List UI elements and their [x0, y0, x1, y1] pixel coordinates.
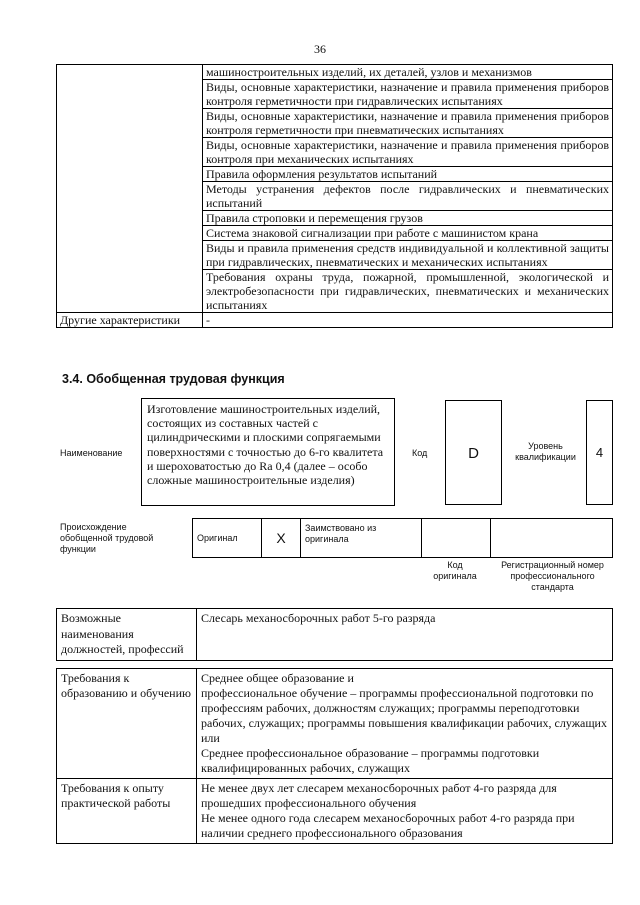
- original-label: Оригинал: [193, 519, 262, 558]
- requirements-table: [56, 668, 613, 844]
- experience-value: [197, 779, 613, 844]
- table-row: [57, 669, 613, 779]
- professions-value: Слесарь механосборочных работ 5-го разряда: [197, 609, 613, 661]
- education-label: Требования к образованию и обучению: [57, 669, 197, 779]
- table-cell: Система знаковой сигнализации при работе с машинистом крана: [203, 226, 613, 241]
- table-cell: Правила оформления результатов испытаний: [203, 167, 613, 182]
- knowledge-table: [56, 64, 613, 328]
- table-row: [193, 519, 613, 558]
- table-cell: Виды, основные характеристики, назначение и правила применения приборов контроля герметичности при пневматических испытаниях: [203, 109, 613, 138]
- table-cell: Правила строповки и перемещения грузов: [203, 211, 613, 226]
- table-cell: Виды, основные характеристики, назначение и правила применения приборов контроля при механических испытаниях: [203, 138, 613, 167]
- registration-number-label: Регистрационный номер профессионального стандарта: [501, 560, 604, 592]
- other-characteristics-value: -: [203, 313, 613, 328]
- table-cell: Требования охраны труда, пожарной, промышленной, экологической и электробезопасности при гидравлических, пневматических и механических испытаниях: [203, 270, 613, 313]
- experience-line: Не менее одного года слесарем механосборочных работ 4-го разряда при наличии среднего профессионального образования: [201, 811, 575, 840]
- education-line: Среднее общее образование и: [201, 671, 354, 685]
- table-row: [57, 313, 613, 328]
- page-number: 36: [314, 42, 326, 56]
- table-row: [57, 779, 613, 844]
- origin-label: Происхождение обобщенной трудовой функции: [60, 522, 154, 554]
- function-name-box: Изготовление машиностроительных изделий, состоящих из составных частей с цилиндрическими и плоскими сопрягаемыми поверхностями с точностью до 6-го квалитета и шероховатостью до Ra 0,4 (далее – особо сложные машиностроительные изделия): [141, 398, 395, 506]
- code-original-cell: [422, 519, 491, 558]
- original-mark: X: [262, 519, 301, 558]
- education-line: или: [201, 731, 220, 745]
- table-cell: Методы устранения дефектов после гидравлических и пневматических испытаний: [203, 182, 613, 211]
- code-original-label: Код оригинала: [433, 560, 477, 581]
- professions-table: [56, 608, 613, 661]
- reg-number-cell: [491, 519, 613, 558]
- education-value: [197, 669, 613, 779]
- borrowed-label: Заимствовано из оригинала: [301, 519, 422, 558]
- origin-table: [192, 518, 613, 558]
- name-label: Наименование: [60, 448, 123, 458]
- experience-label: Требования к опыту практической работы: [57, 779, 197, 844]
- section-title: 3.4. Обобщенная трудовая функция: [62, 372, 285, 386]
- table-cell: машиностроительных изделий, их деталей, узлов и механизмов: [203, 65, 613, 80]
- professions-label: Возможные наименования должностей, профессий: [57, 609, 197, 661]
- table-row: [57, 65, 613, 80]
- table-cell: Виды, основные характеристики, назначение и правила применения приборов контроля герметичности при гидравлических испытаниях: [203, 80, 613, 109]
- other-characteristics-label: Другие характеристики: [57, 313, 203, 328]
- education-line: Среднее профессиональное образование – программы подготовки квалифицированных рабочих, служащих: [201, 746, 540, 775]
- qualification-level-box: 4: [586, 400, 613, 505]
- code-label: Код: [412, 448, 428, 458]
- table-row: [57, 609, 613, 661]
- table-cell-empty: [57, 65, 203, 313]
- table-cell: Виды и правила применения средств индивидуальной и коллективной защиты при гидравлических, пневматических и механических испытаниях: [203, 241, 613, 270]
- experience-line: Не менее двух лет слесарем механосборочных работ 4-го разряда для прошедших профессионального обучения: [201, 781, 557, 810]
- code-value-box: D: [445, 400, 502, 505]
- qualification-level-label: Уровень квалификации: [515, 441, 576, 462]
- education-line: профессиональное обучение – программы профессиональной подготовки по профессиям рабочих, должностям служащих; программы переподготовки рабочих, служащих; программы повышения квалификации рабочих, служащих: [201, 686, 607, 730]
